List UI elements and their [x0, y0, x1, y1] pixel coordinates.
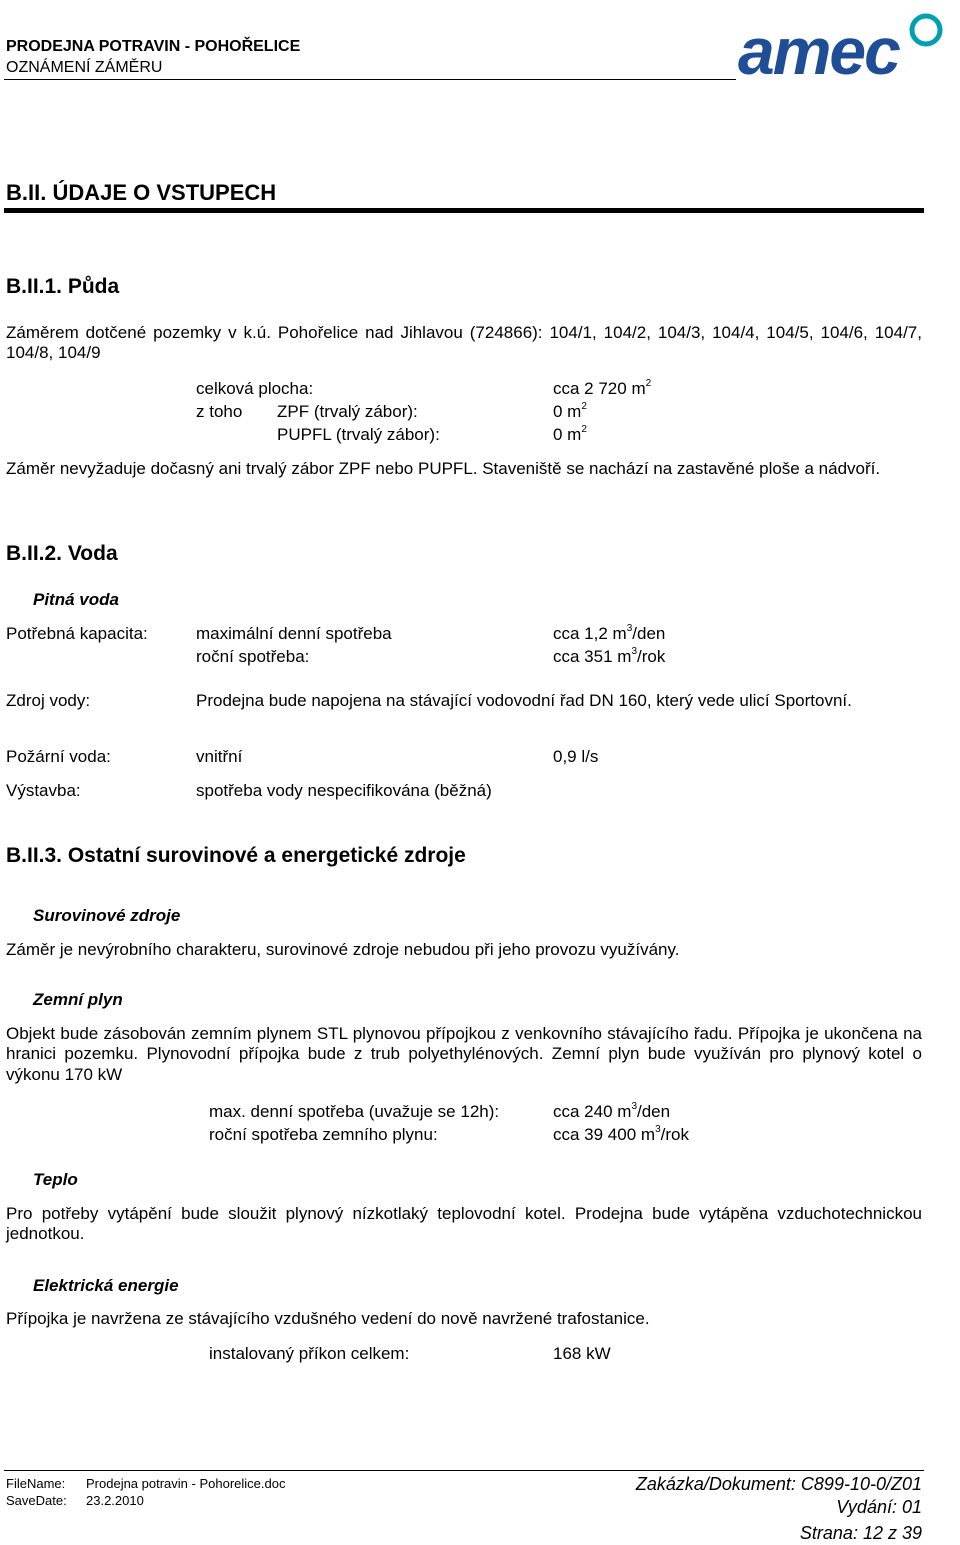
document-title: PRODEJNA POTRAVIN - POHOŘELICE	[6, 38, 301, 55]
gas-row-label: roční spotřeba zemního plynu:	[209, 1125, 438, 1144]
raw-text: Záměr je nevýrobního charakteru, surovinové zdroje nebudou při jeho provozu využívány.	[6, 940, 680, 959]
section-rule	[4, 208, 924, 213]
puda-intro: Záměrem dotčené pozemky v k.ú. Pohořelice nad Jihlavou (724866): 104/1, 104/2, 104/3, 104/4, 104/5, 104/6, 104/7, 104/8, 104/9	[6, 323, 922, 363]
puda-note: Záměr nevyžaduje dočasný ani trvalý zábor ZPF nebo PUPFL. Staveniště se nachází na zastavěné ploše a nádvoří.	[6, 459, 881, 478]
gas-text: Objekt bude zásobován zemním plynem STL plynovou přípojkou z venkovního stávajícího řadu. Přípojka je ukončena na hranici pozemku. Plynovodní přípojka bude z trub polyethylénových. Zemní plyn bude využíván pro plynový kotel o výkonu 170 kW	[6, 1024, 922, 1084]
subheading-pitna-voda: Pitná voda	[33, 590, 119, 609]
elec-value: 168 kW	[553, 1344, 611, 1363]
fire-value: 0,9 l/s	[553, 747, 599, 766]
puda-row-value: 0 $m^2$	[553, 401, 587, 421]
build-text: spotřeba vody nespecifikována (běžná)	[196, 781, 492, 800]
footer-savedate-label: SaveDate:	[6, 1493, 67, 1508]
document-subtitle: OZNÁMENÍ ZÁMĚRU	[6, 59, 163, 76]
subheading-elektricka-energie: Elektrická energie	[33, 1276, 179, 1295]
build-label: Výstavba:	[6, 781, 81, 800]
amec-logo	[736, 2, 956, 80]
footer-zakazka: Zakázka/Dokument: C899-10-0/Z01	[635, 1474, 922, 1494]
puda-row-prefix: celková plocha:	[196, 379, 314, 398]
source-label: Zdroj vody:	[6, 691, 91, 710]
footer-savedate: 23.2.2010	[86, 1493, 144, 1508]
gas-row-value: cca 39 400 $m^3$/rok	[553, 1124, 689, 1144]
capacity-row-value: cca 1,2 $m^3$/den	[553, 623, 666, 643]
capacity-row-label: maximální denní spotřeba	[196, 624, 392, 643]
gas-row-value: cca 240 $m^3$/den	[553, 1101, 671, 1121]
puda-row-label: ZPF (trvalý zábor):	[277, 402, 418, 421]
footer-filename: Prodejna potravin - Pohorelice.doc	[86, 1476, 286, 1491]
puda-row-value: cca 2 720 $m^2$	[553, 378, 652, 398]
heading-voda: B.II.2. Voda	[6, 542, 118, 565]
puda-row-prefix: z toho	[196, 402, 243, 421]
puda-row-label: PUPFL (trvalý zábor):	[277, 425, 440, 444]
fire-label: Požární voda:	[6, 747, 111, 766]
puda-row-value: 0 $m^2$	[553, 424, 587, 444]
heading-puda: B.II.1. Půda	[6, 275, 120, 298]
gas-row-label: max. denní spotřeba (uvažuje se 12h):	[209, 1102, 500, 1121]
header-divider	[4, 79, 736, 80]
subheading-teplo: Teplo	[33, 1170, 78, 1189]
capacity-label: Potřebná kapacita:	[6, 624, 148, 643]
subheading-zemni-plyn: Zemní plyn	[33, 990, 123, 1009]
elec-label: instalovaný příkon celkem:	[209, 1344, 410, 1363]
fire-type: vnitřní	[196, 747, 243, 766]
subheading-surovinove-zdroje: Surovinové zdroje	[33, 906, 181, 925]
heat-text: Pro potřeby vytápění bude sloužit plynový nízkotlaký teplovodní kotel. Prodejna bude vytápěna vzduchotechnickou jednotkou.	[6, 1204, 922, 1244]
section-title: B.II. ÚDAJE O VSTUPECH	[6, 180, 277, 205]
logo-ring-icon	[912, 16, 940, 44]
footer-divider	[4, 1470, 924, 1471]
capacity-row-value: cca 351 $m^3$/rok	[553, 646, 666, 666]
footer-strana: Strana: 12 z 39	[799, 1523, 922, 1543]
logo-wordmark: amec	[738, 14, 899, 80]
source-text: Prodejna bude napojena na stávající vodovodní řad DN 160, který vede ulicí Sportovní.	[196, 691, 852, 710]
heading-zdroje: B.II.3. Ostatní surovinové a energetické zdroje	[6, 844, 466, 867]
footer-filename-label: FileName:	[6, 1476, 66, 1491]
footer-vydani: Vydání: 01	[836, 1497, 922, 1517]
capacity-row-label: roční spotřeba:	[196, 647, 310, 666]
elec-text: Přípojka je navržena ze stávajícího vzdušného vedení do nově navržené trafostanice.	[6, 1309, 650, 1328]
